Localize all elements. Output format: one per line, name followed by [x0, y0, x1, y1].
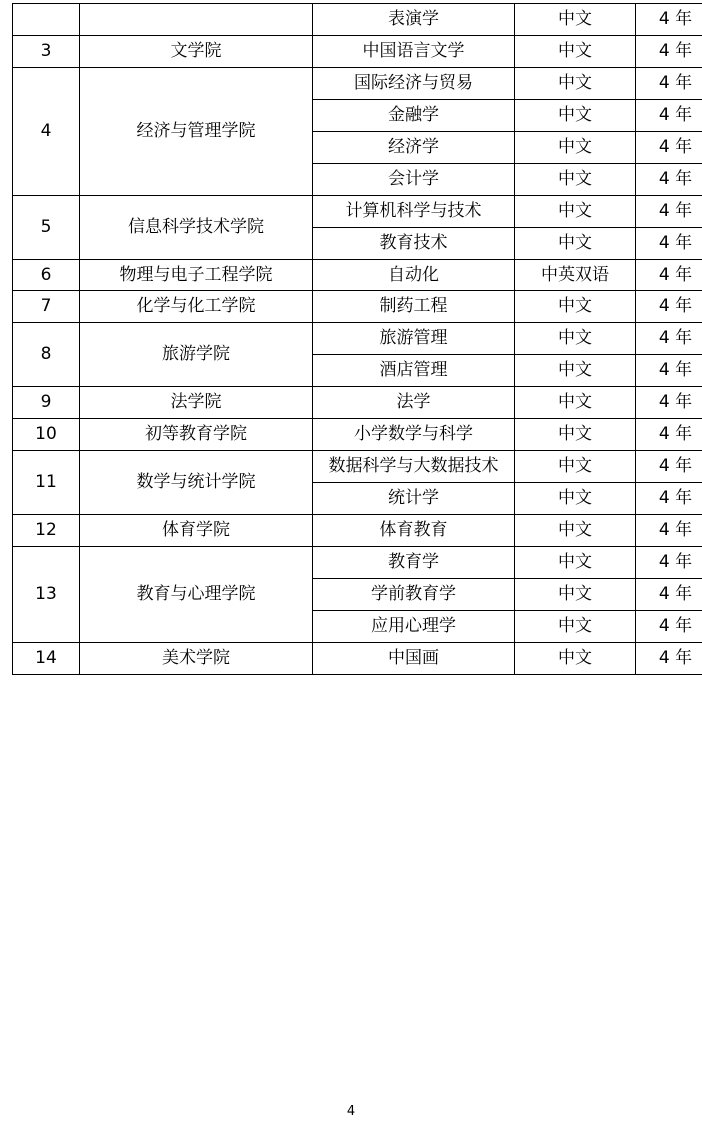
cell-duration: 4 年 — [636, 610, 702, 642]
cell-duration: 4 年 — [636, 4, 702, 36]
cell-language: 中文 — [515, 483, 636, 515]
cell-duration: 4 年 — [636, 67, 702, 99]
cell-duration: 4 年 — [636, 195, 702, 227]
table-row — [13, 451, 702, 483]
cell-serial-number — [13, 4, 80, 36]
cell-duration: 4 年 — [636, 99, 702, 131]
table-row — [13, 35, 702, 67]
table-row — [13, 4, 702, 36]
cell-language: 中文 — [515, 355, 636, 387]
cell-duration: 4 年 — [636, 227, 702, 259]
cell-major: 教育技术 — [313, 227, 515, 259]
cell-major: 统计学 — [313, 483, 515, 515]
cell-duration: 4 年 — [636, 483, 702, 515]
cell-language: 中文 — [515, 227, 636, 259]
table-row — [13, 195, 702, 227]
cell-major: 中国语言文学 — [313, 35, 515, 67]
cell-language: 中文 — [515, 578, 636, 610]
cell-duration: 4 年 — [636, 515, 702, 547]
cell-duration: 4 年 — [636, 163, 702, 195]
cell-major: 小学数学与科学 — [313, 419, 515, 451]
cell-language: 中文 — [515, 67, 636, 99]
cell-major: 中国画 — [313, 642, 515, 674]
cell-language: 中文 — [515, 4, 636, 36]
cell-major: 计算机科学与技术 — [313, 195, 515, 227]
table-row — [13, 323, 702, 355]
cell-serial-number: 12 — [13, 515, 80, 547]
table-row — [13, 419, 702, 451]
cell-major: 金融学 — [313, 99, 515, 131]
cell-serial-number: 11 — [13, 451, 80, 515]
cell-duration: 4 年 — [636, 291, 702, 323]
table-row — [13, 67, 702, 99]
cell-serial-number: 5 — [13, 195, 80, 259]
cell-major: 应用心理学 — [313, 610, 515, 642]
cell-college — [80, 4, 313, 36]
cell-language: 中文 — [515, 642, 636, 674]
cell-language: 中文 — [515, 610, 636, 642]
cell-serial-number: 7 — [13, 291, 80, 323]
cell-language: 中文 — [515, 323, 636, 355]
table-row — [13, 387, 702, 419]
document-page — [0, 3, 702, 1133]
table-row — [13, 515, 702, 547]
cell-serial-number: 13 — [13, 546, 80, 642]
cell-college: 物理与电子工程学院 — [80, 259, 313, 291]
cell-duration: 4 年 — [636, 642, 702, 674]
cell-college: 美术学院 — [80, 642, 313, 674]
cell-language: 中文 — [515, 546, 636, 578]
cell-major: 表演学 — [313, 4, 515, 36]
cell-major: 经济学 — [313, 131, 515, 163]
cell-serial-number: 3 — [13, 35, 80, 67]
cell-language: 中文 — [515, 387, 636, 419]
cell-major: 体育教育 — [313, 515, 515, 547]
cell-language: 中文 — [515, 195, 636, 227]
cell-college: 信息科学技术学院 — [80, 195, 313, 259]
cell-language: 中英双语 — [515, 259, 636, 291]
cell-duration: 4 年 — [636, 355, 702, 387]
cell-college: 初等教育学院 — [80, 419, 313, 451]
cell-duration: 4 年 — [636, 387, 702, 419]
cell-major: 法学 — [313, 387, 515, 419]
cell-college: 旅游学院 — [80, 323, 313, 387]
cell-major: 数据科学与大数据技术 — [313, 451, 515, 483]
majors-table-body — [13, 4, 702, 675]
cell-duration: 4 年 — [636, 323, 702, 355]
cell-language: 中文 — [515, 131, 636, 163]
majors-table — [12, 3, 702, 675]
cell-college: 化学与化工学院 — [80, 291, 313, 323]
cell-language: 中文 — [515, 419, 636, 451]
cell-language: 中文 — [515, 163, 636, 195]
cell-language: 中文 — [515, 35, 636, 67]
cell-major: 会计学 — [313, 163, 515, 195]
cell-duration: 4 年 — [636, 259, 702, 291]
cell-serial-number: 14 — [13, 642, 80, 674]
cell-duration: 4 年 — [636, 578, 702, 610]
cell-college: 教育与心理学院 — [80, 546, 313, 642]
cell-language: 中文 — [515, 515, 636, 547]
cell-serial-number: 10 — [13, 419, 80, 451]
cell-duration: 4 年 — [636, 419, 702, 451]
cell-duration: 4 年 — [636, 35, 702, 67]
table-row — [13, 546, 702, 578]
cell-language: 中文 — [515, 99, 636, 131]
table-row — [13, 642, 702, 674]
cell-duration: 4 年 — [636, 451, 702, 483]
cell-serial-number: 8 — [13, 323, 80, 387]
cell-major: 制药工程 — [313, 291, 515, 323]
table-row — [13, 259, 702, 291]
cell-major: 旅游管理 — [313, 323, 515, 355]
cell-major: 学前教育学 — [313, 578, 515, 610]
cell-major: 自动化 — [313, 259, 515, 291]
table-row — [13, 291, 702, 323]
cell-serial-number: 4 — [13, 67, 80, 195]
cell-college: 经济与管理学院 — [80, 67, 313, 195]
cell-major: 酒店管理 — [313, 355, 515, 387]
page-number: 4 — [347, 1104, 355, 1119]
cell-serial-number: 6 — [13, 259, 80, 291]
cell-major: 教育学 — [313, 546, 515, 578]
cell-major: 国际经济与贸易 — [313, 67, 515, 99]
cell-college: 文学院 — [80, 35, 313, 67]
cell-college: 数学与统计学院 — [80, 451, 313, 515]
cell-duration: 4 年 — [636, 546, 702, 578]
cell-language: 中文 — [515, 291, 636, 323]
cell-serial-number: 9 — [13, 387, 80, 419]
cell-duration: 4 年 — [636, 131, 702, 163]
cell-college: 体育学院 — [80, 515, 313, 547]
page-footer — [0, 1104, 702, 1119]
cell-college: 法学院 — [80, 387, 313, 419]
cell-language: 中文 — [515, 451, 636, 483]
